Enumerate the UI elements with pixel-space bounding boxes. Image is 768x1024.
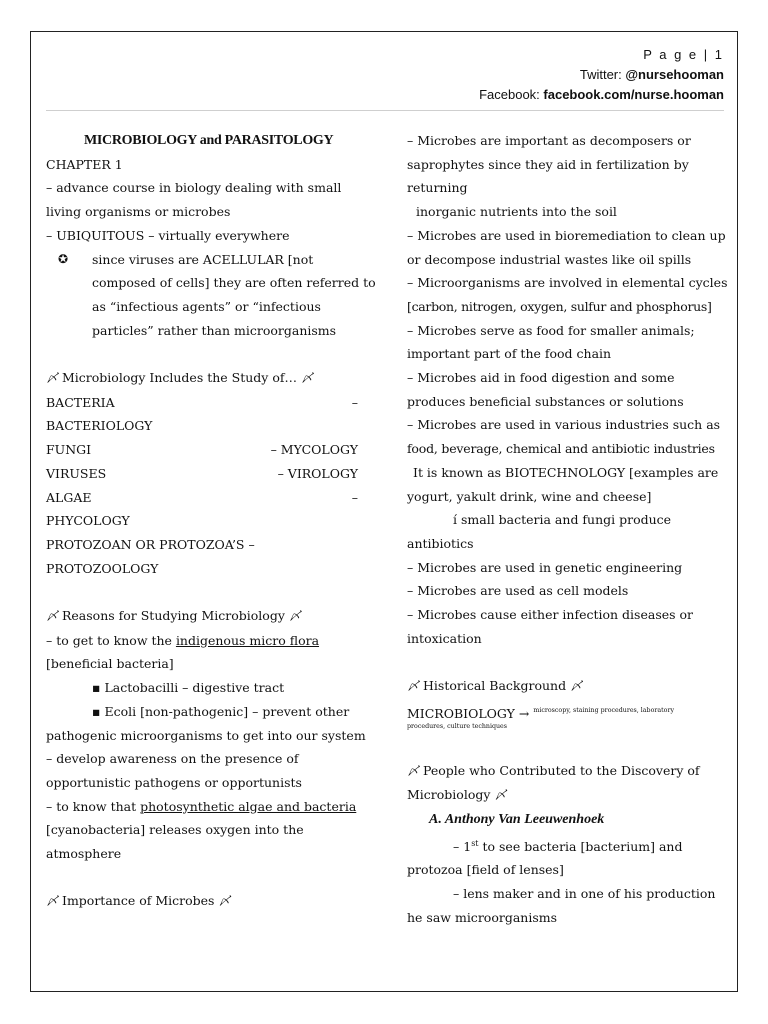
text-line: – Microbes cause either infection diseases or [407,607,694,623]
bullet-item [46,248,366,272]
study-field: – [351,489,358,505]
text-line: living organisms or microbes [46,204,231,220]
study-subject: ALGAE [46,489,92,505]
bolt-icon: 〆 [46,894,59,909]
bolt-icon: 〆 [300,371,313,386]
text-line: – Microbes are used in genetic engineering [407,559,683,575]
facebook-url: facebook.com/nurse.hooman [543,87,724,102]
bolt-icon: 〆 [494,788,507,803]
twitter-handle: @nursehooman [625,67,724,82]
small-note: procedures, culture techniques [407,722,508,730]
heading-text: People who Contributed to the Discovery of [423,762,700,778]
study-subject: FUNGI [46,442,92,458]
page-number: P a g e | 1 [643,47,724,62]
text-line: composed of cells] they are often referred to [92,275,376,291]
text-line: opportunistic pathogens or opportunists [46,774,302,790]
text-line: – Microorganisms are involved in elemental cycles [407,275,728,291]
left-column [46,129,376,914]
study-row [46,438,366,462]
text-line: antibiotics [407,535,474,551]
section-heading [46,604,366,629]
text-line: as “infectious agents” or “infectious [92,298,321,314]
section-heading [46,366,366,391]
study-subject: BACTERIA [46,394,115,410]
text-line [46,629,366,653]
spacer [46,866,366,890]
study-row [46,462,366,486]
text-line: particles” rather than microorganisms [92,322,337,338]
spacer [407,741,725,759]
star-bullet-icon: ✪ [58,251,69,266]
bolt-icon: 〆 [46,371,59,386]
study-field [228,414,358,438]
study-row [46,486,366,510]
text-line: inorganic nutrients into the soil [416,204,617,220]
text-segment: – 1 [453,838,472,854]
study-subject: PROTOZOOLOGY [46,560,159,576]
section-heading [407,759,725,784]
page-header [479,45,724,105]
text-line: [carbon, nitrogen, oxygen, sulfur and phosphorus] [407,298,712,314]
bolt-icon: 〆 [570,679,583,694]
study-row [46,391,366,415]
study-subject: PROTOZOAN OR PROTOZOA’S – [46,536,255,552]
study-subject: BACTERIOLOGY [46,418,153,434]
study-field: – MYCOLOGY [270,442,358,458]
text-line: – lens maker and in one of his production [453,886,716,902]
heading-text: Microbiology [407,787,491,803]
header-divider [46,110,724,111]
small-note: microscopy, staining procedures, laboratory [533,706,675,714]
text-line: intoxication [407,630,482,646]
text-segment: – to know that [46,798,141,814]
bolt-icon: 〆 [288,609,301,624]
text-segment: to see bacteria [bacterium] and [478,838,683,854]
text-line: saprophytes since they aid in fertilization by [407,156,689,172]
document-title: MICROBIOLOGY and PARASITOLOGY [84,133,334,148]
bolt-icon: 〆 [218,894,231,909]
study-field: – [351,394,358,410]
text-line: – Microbes are important as decomposers or [407,133,691,148]
heading-text: Microbiology Includes the Study of… [62,370,297,386]
text-line: or decompose industrial wastes like oil spills [407,251,692,267]
study-subject: PHYCOLOGY [46,513,130,529]
microbiology-word: MICROBIOLOGY → [407,705,530,721]
bullet-text: since viruses are ACELLULAR [not [92,251,314,267]
underlined-text: indigenous micro flora [175,632,320,648]
text-line: – develop awareness on the presence of [46,751,299,767]
text-line: food, beverage, chemical and antibiotic industries [407,441,715,457]
text-line: – Microbes are used in bioremediation to clean up [407,227,726,243]
bolt-icon: 〆 [407,763,420,778]
study-field [228,509,358,533]
text-line: he saw microorganisms [407,909,557,925]
underlined-text: photosynthetic algae and bacteria [140,798,357,814]
superscript: st [471,838,479,848]
section-heading [407,783,725,808]
text-segment: – to get to know the [46,632,176,648]
twitter-label: Twitter: [579,67,626,82]
text-line: [cyanobacteria] releases oxygen into the [46,822,304,838]
text-line: ▪ Lactobacilli – digestive tract [92,680,285,696]
facebook-line [479,85,724,105]
text-line: – Microbes aid in food digestion and some [407,370,675,386]
text-line: important part of the food chain [407,346,612,362]
text-line: – Microbes are used as cell models [407,583,629,599]
bolt-icon: 〆 [46,609,59,624]
heading-text: Reasons for Studying Microbiology [62,608,285,624]
study-subject: VIRUSES [46,465,107,481]
chapter-label: CHAPTER 1 [46,156,123,172]
text-line: – Microbes serve as food for smaller animals; [407,322,695,338]
text-line: – advance course in biology dealing with small [46,180,342,196]
study-row [46,509,366,533]
text-line: ▪ Ecoli [non-pathogenic] – prevent other [92,703,350,719]
section-heading [407,674,725,699]
facebook-label: Facebook: [479,87,544,102]
spacer [407,650,725,674]
heading-text: Importance of Microbes [62,893,215,909]
text-line: atmosphere [46,846,122,862]
study-row [46,414,366,438]
spacer [46,580,366,604]
text-line: returning [407,180,468,196]
text-line: pathogenic microorganisms to get into our system [46,727,366,743]
study-row [46,557,366,581]
text-line: produces beneficial substances or solutions [407,393,684,409]
section-heading [46,889,366,914]
text-line: yogurt, yakult drink, wine and cheese] [407,488,652,504]
text-line: – UBIQUITOUS – virtually everywhere [46,227,290,243]
text-line [46,795,366,819]
bolt-icon: 〆 [407,679,420,694]
text-line: – Microbes are used in various industries such as [407,417,721,433]
person-heading: A. Anthony Van Leeuwenhoek [429,811,605,827]
text-line: [beneficial bacteria] [46,656,174,672]
twitter-line [479,65,724,85]
text-line [407,832,725,859]
text-line: protozoa [field of lenses] [407,862,564,878]
right-column [407,129,728,929]
heading-text: Historical Background [423,678,567,694]
text-line: It is known as BIOTECHNOLOGY [examples are [413,464,719,480]
spacer [46,342,366,366]
study-row [46,533,366,557]
study-field: – VIROLOGY [277,465,358,481]
text-line: í small bacteria and fungi produce [453,512,672,528]
